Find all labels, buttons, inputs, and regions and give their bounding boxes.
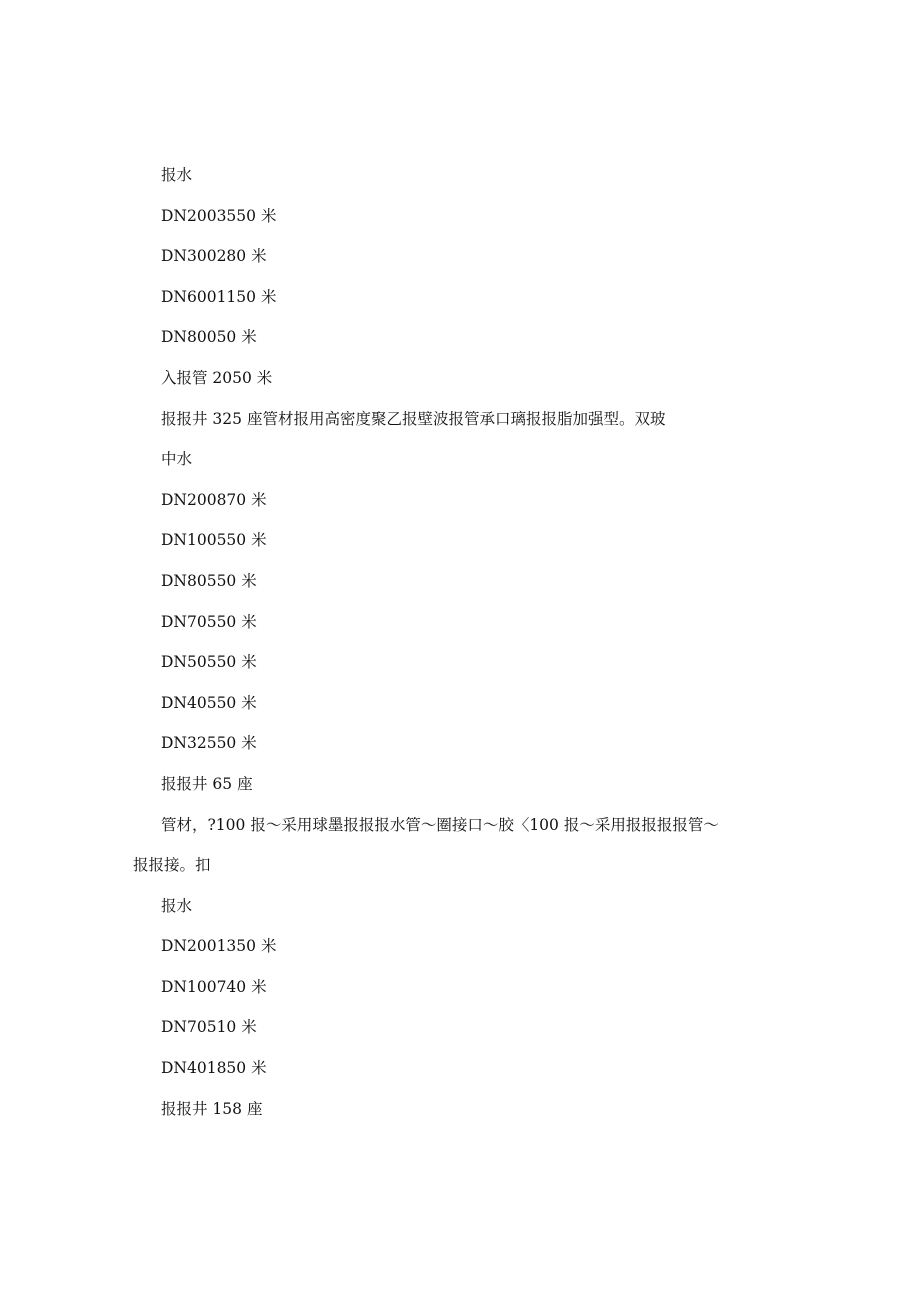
pipe-spec-line: DN40550 米	[161, 693, 257, 712]
pipe-spec-line: DN401850 米	[161, 1059, 267, 1078]
pipe-spec-line: DN100550 米	[161, 531, 267, 550]
pipe-spec-line: DN70550 米	[161, 612, 257, 631]
pipe-spec-line: DN200870 米	[161, 490, 267, 509]
material-note-line: 管材，?100 报～采用球墨报报报水管～圈接口～胶〈100 报～采用报报报报管～	[161, 815, 719, 834]
pipe-spec-line: DN32550 米	[161, 734, 257, 753]
section-heading-rain: 报水	[161, 166, 193, 184]
pipe-spec-line: 入报管 2050 米	[161, 368, 273, 387]
pipe-spec-line: DN2003550 米	[161, 206, 277, 225]
section-heading-rain: 报水	[161, 896, 193, 915]
pipe-spec-line: DN100740 米	[161, 977, 267, 996]
pipe-spec-line: DN2001350 米	[161, 937, 277, 956]
pipe-spec-line: DN80550 米	[161, 571, 257, 590]
pipe-spec-line: DN70510 米	[161, 1018, 257, 1037]
pipe-spec-line: DN80050 米	[161, 328, 257, 347]
well-count-line: 报报井 158 座	[161, 1099, 263, 1118]
material-note-continuation: 报报接。扣	[133, 856, 211, 875]
section-heading-reclaimed: 中水	[161, 450, 193, 469]
document-body	[133, 155, 773, 1129]
pipe-spec-line: DN6001150 米	[161, 287, 277, 306]
material-note-line: 报报井 325 座管材报用高密度聚乙报壁波报管承口璃报报脂加强型。双玻	[161, 409, 666, 428]
well-count-line: 报报井 65 座	[161, 774, 253, 793]
pipe-spec-line: DN50550 米	[161, 653, 257, 672]
pipe-spec-line: DN300280 米	[161, 247, 267, 266]
